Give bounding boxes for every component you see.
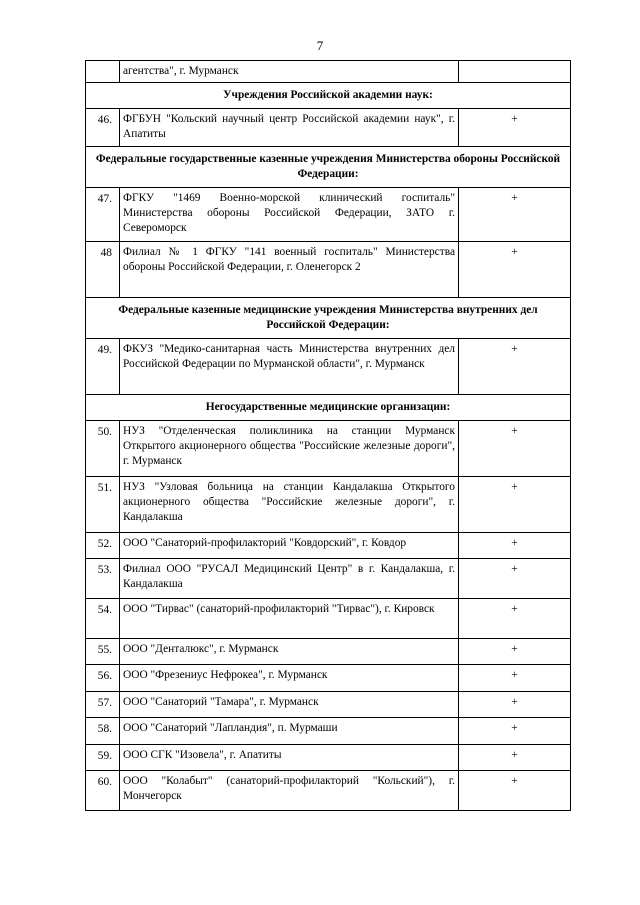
row-number: 47. (86, 188, 120, 242)
institution-name: ФКУЗ "Медико-санитарная часть Министерства внутренних дел Российской Федерации по Мурманской области", г. Мурманск (120, 339, 459, 395)
mark-cell: + (459, 639, 571, 665)
row-number (86, 61, 120, 83)
mark-cell: + (459, 533, 571, 559)
institution-name: ООО "Санаторий-профилакторий "Ковдорский", г. Ковдор (120, 533, 459, 559)
mark-cell: + (459, 477, 571, 533)
section-title: Негосударственные медицинские организации: (86, 395, 571, 421)
row-number: 51. (86, 477, 120, 533)
table-row (86, 599, 571, 639)
mark-cell: + (459, 109, 571, 147)
institution-name: НУЗ "Отделенческая поликлиника на станции Мурманск Открытого акционерного общества "Российские железные дороги", г. Мурманск (120, 421, 459, 477)
row-number: 49. (86, 339, 120, 395)
section-title: Учреждения Российской академии наук: (86, 83, 571, 109)
institution-name: ООО "Фрезениус Нефрокеа", г. Мурманск (120, 665, 459, 692)
institution-name: ФГКУ "1469 Военно-морской клинический госпиталь" Министерства обороны Российской Федерации, ЗАТО г. Североморск (120, 188, 459, 242)
table-row (86, 639, 571, 665)
mark-cell: + (459, 559, 571, 599)
mark-cell: + (459, 599, 571, 639)
row-number: 50. (86, 421, 120, 477)
mark-cell (459, 61, 571, 83)
table-row (86, 477, 571, 533)
section-title: Федеральные казенные медицинские учреждения Министерства внутренних дел Российской Федерации: (86, 298, 571, 339)
row-number: 59. (86, 745, 120, 771)
institutions-table-body (86, 61, 571, 811)
row-number: 46. (86, 109, 120, 147)
page-number: 7 (316, 38, 324, 53)
institution-name: НУЗ "Узловая больница на станции Кандалакша Открытого акционерного общества "Российские железные дороги", г. Кандалакша (120, 477, 459, 533)
institution-name: ООО "Колабыт" (санаторий-профилакторий "Кольский"), г. Мончегорск (120, 771, 459, 811)
table-row (86, 421, 571, 477)
mark-cell: + (459, 421, 571, 477)
institution-name: ООО "Тирвас" (санаторий-профилакторий "Тирвас"), г. Кировск (120, 599, 459, 639)
institution-name: ООО "Санаторий "Тамара", г. Мурманск (120, 692, 459, 718)
section-header-row (86, 395, 571, 421)
row-number: 54. (86, 599, 120, 639)
table-row (86, 745, 571, 771)
institution-name: ООО СГК "Изовела", г. Апатиты (120, 745, 459, 771)
table-row (86, 61, 571, 83)
row-number: 53. (86, 559, 120, 599)
institution-name: ФГБУН "Кольский научный центр Российской академии наук", г. Апатиты (120, 109, 459, 147)
row-number: 60. (86, 771, 120, 811)
institution-name: агентства", г. Мурманск (120, 61, 459, 83)
table-row (86, 771, 571, 811)
section-header-row (86, 298, 571, 339)
section-header-row (86, 83, 571, 109)
table-row (86, 718, 571, 745)
mark-cell: + (459, 665, 571, 692)
mark-cell: + (459, 339, 571, 395)
row-number: 55. (86, 639, 120, 665)
mark-cell: + (459, 718, 571, 745)
table-row (86, 665, 571, 692)
section-title: Федеральные государственные казенные учреждения Министерства обороны Российской Федерации: (86, 147, 571, 188)
table-row (86, 188, 571, 242)
mark-cell: + (459, 242, 571, 298)
mark-cell: + (459, 692, 571, 718)
table-row (86, 559, 571, 599)
table-row (86, 533, 571, 559)
table-row (86, 339, 571, 395)
table-row (86, 242, 571, 298)
institution-name: Филиал № 1 ФГКУ "141 военный госпиталь" Министерства обороны Российской Федерации, г. Оленегорск 2 (120, 242, 459, 298)
institution-name: ООО "Санаторий "Лапландия", п. Мурмаши (120, 718, 459, 745)
mark-cell: + (459, 771, 571, 811)
section-header-row (86, 147, 571, 188)
row-number: 58. (86, 718, 120, 745)
institutions-table (85, 60, 571, 811)
table-row (86, 692, 571, 718)
row-number: 52. (86, 533, 120, 559)
mark-cell: + (459, 745, 571, 771)
institution-name: ООО "Денталюкс", г. Мурманск (120, 639, 459, 665)
row-number: 57. (86, 692, 120, 718)
row-number: 56. (86, 665, 120, 692)
row-number: 48 (86, 242, 120, 298)
mark-cell: + (459, 188, 571, 242)
institution-name: Филиал ООО "РУСАЛ Медицинский Центр" в г. Кандалакша, г. Кандалакша (120, 559, 459, 599)
table-row (86, 109, 571, 147)
